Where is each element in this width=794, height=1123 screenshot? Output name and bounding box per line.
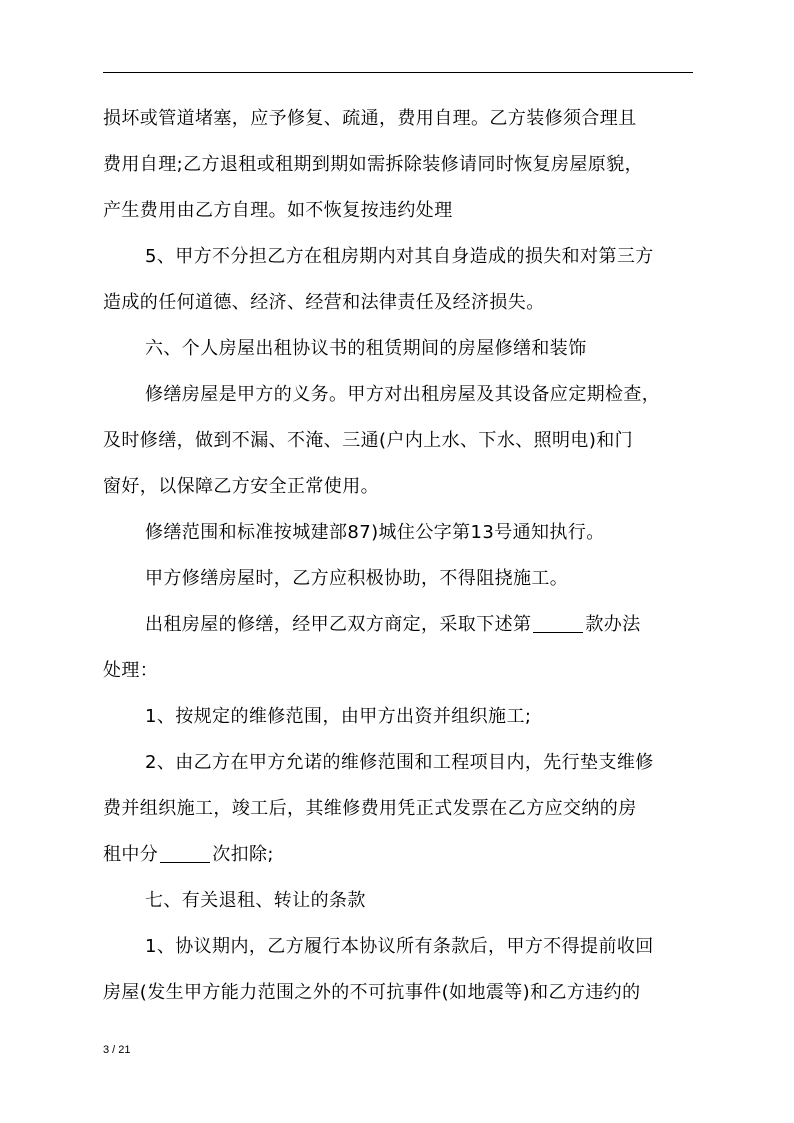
text-segment: 次扣除; <box>212 844 274 865</box>
document-body <box>103 96 698 1016</box>
text-line: 产生费用由乙方自理。如不恢复按违约处理 <box>103 200 453 221</box>
text-line-with-blank <box>103 602 698 648</box>
fill-in-blank[interactable] <box>533 614 583 633</box>
text-line: 2、由乙方在甲方允诺的维修范围和工程项目内，先行垫支维修 <box>145 752 654 773</box>
text-segment: 出租房屋的修缮，经甲乙双方商定，采取下述第 <box>145 614 532 635</box>
section-heading: 七、有关退租、转让的条款 <box>145 890 366 911</box>
text-line-with-blank <box>103 832 698 878</box>
header-rule <box>103 72 693 73</box>
text-line: 1、协议期内，乙方履行本协议所有条款后，甲方不得提前收回 <box>145 936 654 957</box>
text-line: 损坏或管道堵塞，应予修复、疏通，费用自理。乙方装修须合理且 <box>103 108 637 129</box>
text-line: 处理： <box>103 660 159 681</box>
fill-in-blank[interactable] <box>160 844 210 863</box>
text-line: 房屋(发生甲方能力范围之外的不可抗事件(如地震等)和乙方违约的 <box>103 982 641 1003</box>
section-heading: 六、个人房屋出租协议书的租赁期间的房屋修缮和装饰 <box>145 338 587 359</box>
text-line: 造成的任何道德、经济、经营和法律责任及经济损失。 <box>103 292 545 313</box>
page-number: 3 / 21 <box>103 1044 131 1056</box>
text-line: 甲方修缮房屋时，乙方应积极协助，不得阻挠施工。 <box>145 568 569 589</box>
text-segment: 租中分 <box>103 844 159 865</box>
text-line: 费用自理;乙方退租或租期到期如需拆除装修请同时恢复房屋原貌， <box>103 154 644 175</box>
text-line: 1、按规定的维修范围，由甲方出资并组织施工; <box>145 706 532 727</box>
text-line: 窗好，以保障乙方安全正常使用。 <box>103 476 379 497</box>
text-line: 5、甲方不分担乙方在租房期内对其自身造成的损失和对第三方 <box>145 246 654 267</box>
text-line: 修缮房屋是甲方的义务。甲方对出租房屋及其设备应定期检查， <box>145 384 661 405</box>
text-line: 修缮范围和标准按城建部87)城住公字第13号通知执行。 <box>145 522 605 543</box>
text-line: 及时修缮，做到不漏、不淹、三通(户内上水、下水、照明电)和门 <box>103 430 634 451</box>
text-segment: 款办法 <box>585 614 641 635</box>
text-line: 费并组织施工，竣工后，其维修费用凭正式发票在乙方应交纳的房 <box>103 798 637 819</box>
